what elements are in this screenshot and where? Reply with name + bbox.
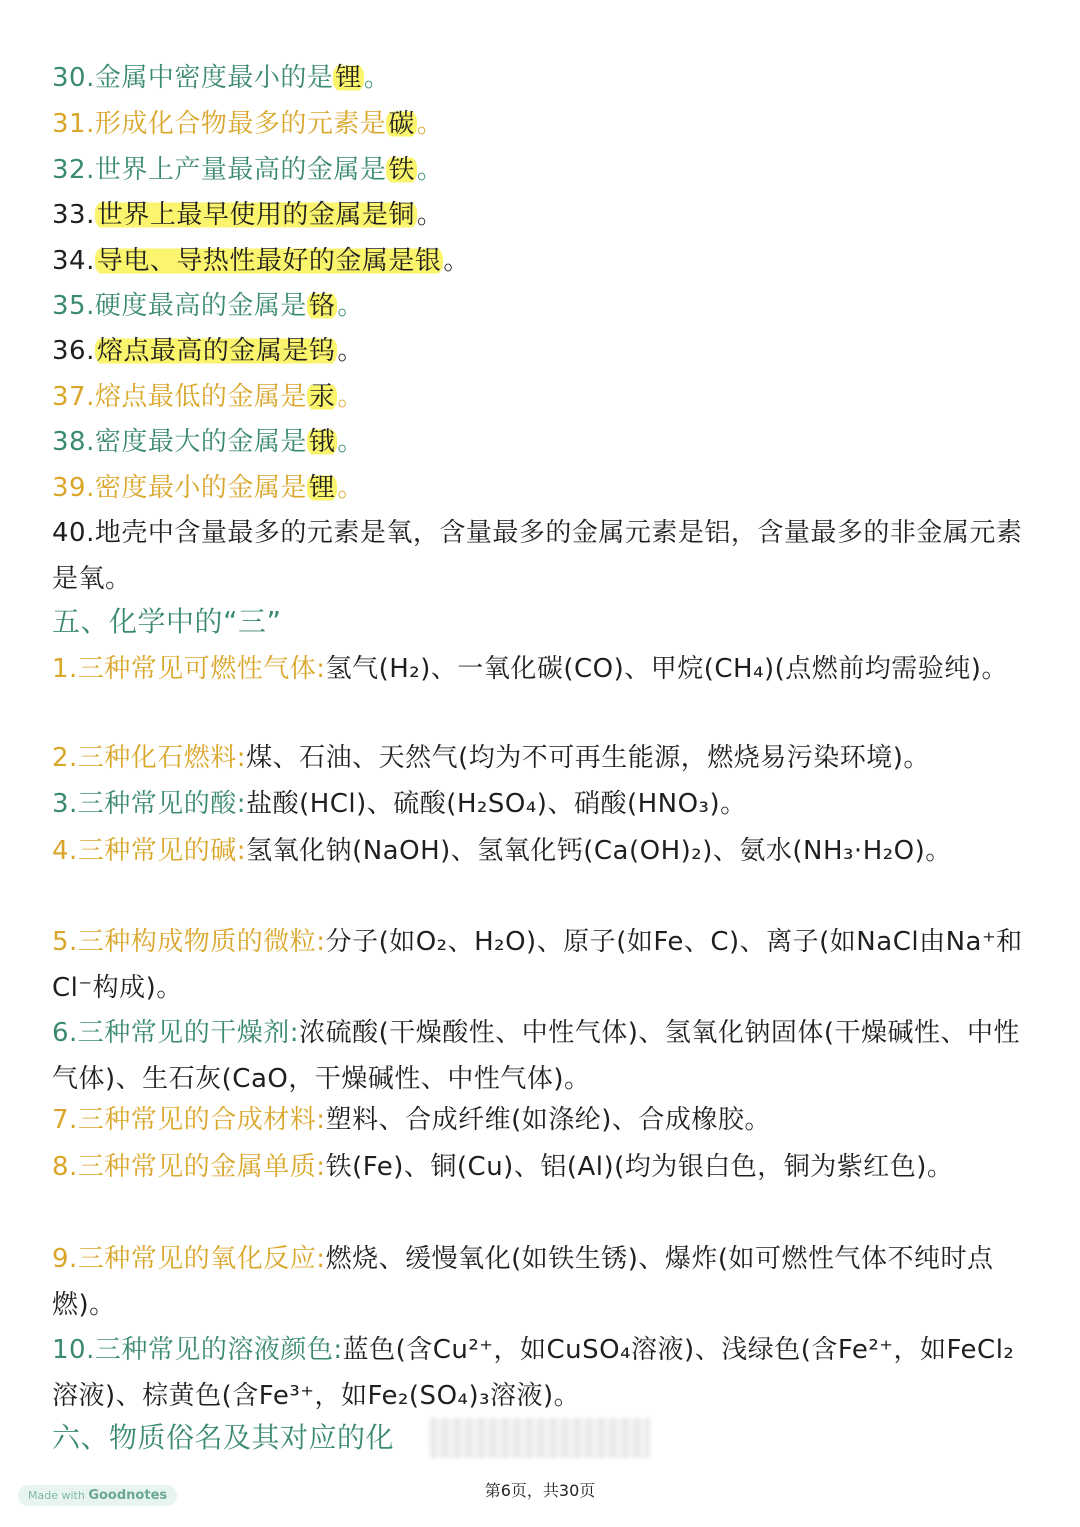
section-six-title: 六、物质俗名及其对应的化 <box>52 1421 395 1454</box>
line-35: 35.硬度最高的金属是铬。 <box>52 291 364 321</box>
item-5: 5.三种构成物质的微粒:分子(如O₂、H₂O)、原子(如Fe、C)、离子(如NaCl由Na⁺和Cl⁻构成)。 <box>52 927 1023 1003</box>
line-34: 34.导电、导热性最好的金属是银。 <box>52 246 470 276</box>
item-3: 3.三种常见的酸:盐酸(HCl)、硫酸(H₂SO₄)、硝酸(HNO₃)。 <box>52 789 747 819</box>
line-36: 36.熔点最高的金属是钨。 <box>52 336 364 366</box>
line-39: 39.密度最小的金属是锂。 <box>52 473 364 503</box>
line-38: 38.密度最大的金属是锇。 <box>52 427 364 457</box>
item-9: 9.三种常见的氧化反应:燃烧、缓慢氧化(如铁生锈)、爆炸(如可燃性气体不纯时点燃)。 <box>52 1244 994 1320</box>
item-8: 8.三种常见的金属单质:铁(Fe)、铜(Cu)、铝(Al)(均为银白色，铜为紫红色)。 <box>52 1152 954 1182</box>
item-1: 1.三种常见可燃性气体:氢气(H₂)、一氧化碳(CO)、甲烷(CH₄)(点燃前均需验纯)。 <box>52 654 1008 684</box>
item-10: 10.三种常见的溶液颜色:蓝色(含Cu²⁺，如CuSO₄溶液)、浅绿色(含Fe²⁺，如FeCl₂溶液)、棕黄色(含Fe³⁺，如Fe₂(SO₄)₃溶液)。 <box>52 1335 1015 1411</box>
item-4: 4.三种常见的碱:氢氧化钠(NaOH)、氢氧化钙(Ca(OH)₂)、氨水(NH₃·H₂O)。 <box>52 836 952 866</box>
item-7: 7.三种常见的合成材料:塑料、合成纤维(如涤纶)、合成橡胶。 <box>52 1105 771 1135</box>
obscured-text-overlay <box>430 1418 650 1458</box>
item-2: 2.三种化石燃料:煤、石油、天然气(均为不可再生能源，燃烧易污染环境)。 <box>52 743 930 773</box>
line-37: 37.熔点最低的金属是汞。 <box>52 382 364 412</box>
page-number: 第6页，共30页 <box>484 1481 596 1500</box>
line-32: 32.世界上产量最高的金属是铁。 <box>52 155 444 185</box>
section-five-title: 五、化学中的“三” <box>52 605 282 638</box>
line-31: 31.形成化合物最多的元素是碳。 <box>52 109 444 139</box>
line-33: 33.世界上最早使用的金属是铜。 <box>52 200 444 230</box>
line-30: 30.金属中密度最小的是锂。 <box>52 63 391 93</box>
line-40: 40.地壳中含量最多的元素是氧，含量最多的金属元素是铝，含量最多的非金属元素是氧。 <box>52 518 1023 594</box>
item-6: 6.三种常见的干燥剂:浓硫酸(干燥酸性、中性气体)、氢氧化钠固体(干燥碱性、中性气体)、生石灰(CaO，干燥碱性、中性气体)。 <box>52 1018 1021 1094</box>
goodnotes-badge: Made with Goodnotes <box>18 1485 177 1506</box>
